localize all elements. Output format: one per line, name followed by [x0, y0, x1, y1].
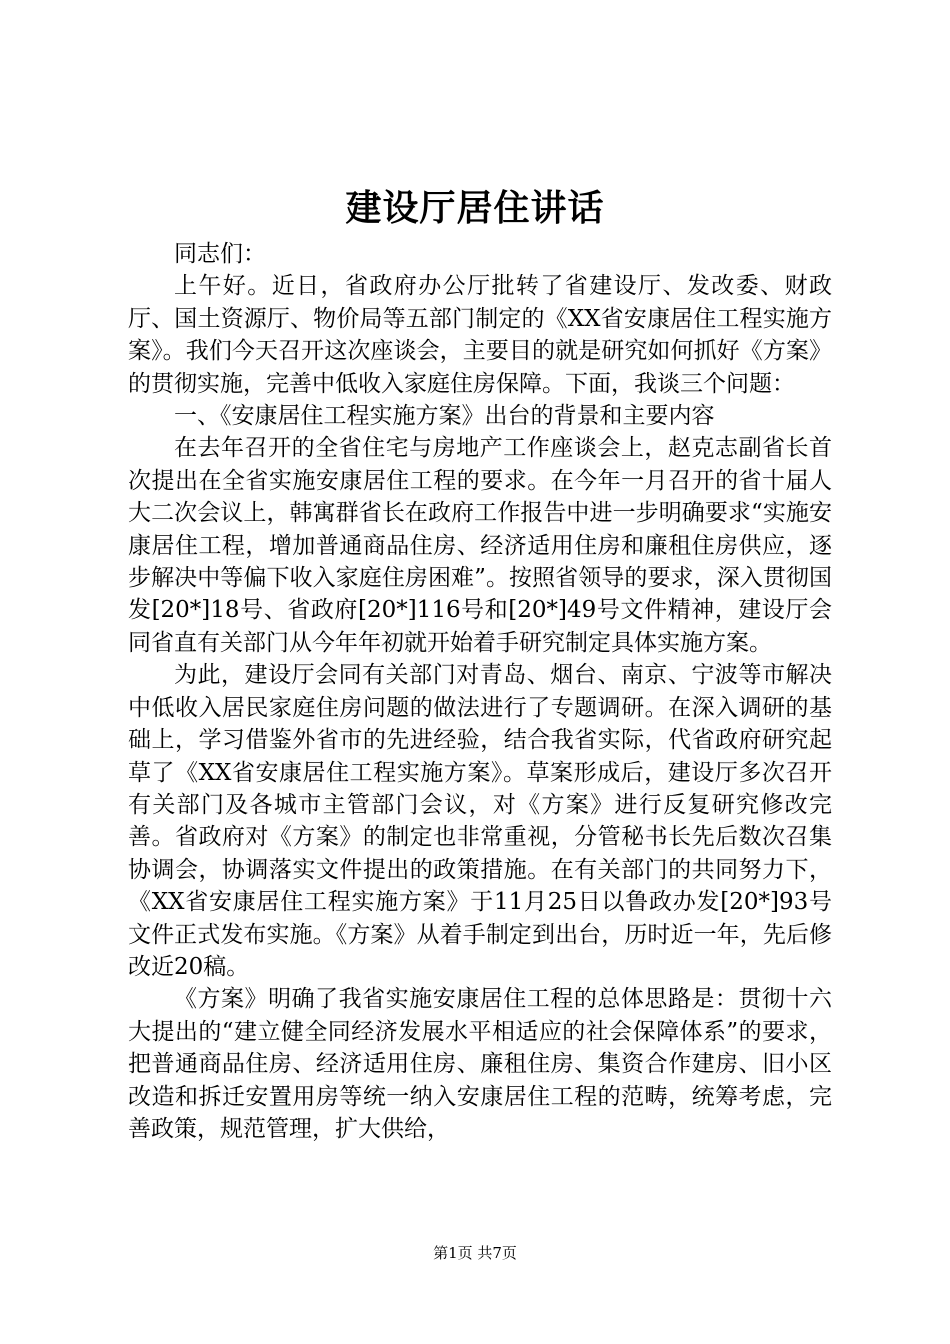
document-title: 建设厅居住讲话	[345, 187, 605, 229]
paragraph: 上午好。近日，省政府办公厅批转了省建设厅、发改委、财政厅、国土资源厅、物价局等五部门制定的《XX省安康居住工程实施方案》。我们今天召开这次座谈会，主要目的就是研究如何抓好《方案》的贯彻实施，完善中低收入家庭住房保障。下面，我谈三个问题：	[128, 273, 832, 397]
document-body	[128, 238, 832, 1145]
paragraph: 在去年召开的全省住宅与房地产工作座谈会上，赵克志副省长首次提出在全省实施安康居住工程的要求。在今年一月召开的省十届人大二次会议上，韩寓群省长在政府工作报告中进一步明确要求“实施安康居住工程，增加普通商品住房、经济适用住房和廉租住房供应，逐步解决中等偏下收入家庭住房困难”。按照省领导的要求，深入贯彻国发[20*]18号、省政府[20*]116号和[20*]49号文件精神，建设厅会同省直有关部门从今年年初就开始着手研究制定具体实施方案。	[128, 435, 832, 656]
page-number-footer: 第1页 共7页	[433, 1244, 517, 1262]
section-heading: 一、《安康居住工程实施方案》出台的背景和主要内容	[174, 403, 715, 430]
paragraph: 为此，建设厅会同有关部门对青岛、烟台、南京、宁波等市解决中低收入居民家庭住房问题的做法进行了专题调研。在深入调研的基础上，学习借鉴外省市的先进经验，结合我省实际，代省政府研究起草了《XX省安康居住工程实施方案》。草案形成后，建设厅多次召开有关部门及各城市主管部门会议，对《方案》进行反复研究修改完善。省政府对《方案》的制定也非常重视，分管秘书长先后数次召集协调会，协调落实文件提出的政策措施。在有关部门的共同努力下，《XX省安康居住工程实施方案》于11月25日以鲁政办发[20*]93号文件正式发布实施。《方案》从着手制定到出台，历时近一年，先后修改近20稿。	[128, 662, 832, 980]
paragraph: 《方案》明确了我省实施安康居住工程的总体思路是：贯彻十六大提出的“建立健全同经济发展水平相适应的社会保障体系”的要求，把普通商品住房、经济适用住房、廉租住房、集资合作建房、旧小区改造和拆迁安置用房等统一纳入安康居住工程的范畴，统筹考虑，完善政策，规范管理，扩大供给，	[128, 986, 832, 1142]
paragraph-salutation: 同志们：	[174, 241, 266, 267]
